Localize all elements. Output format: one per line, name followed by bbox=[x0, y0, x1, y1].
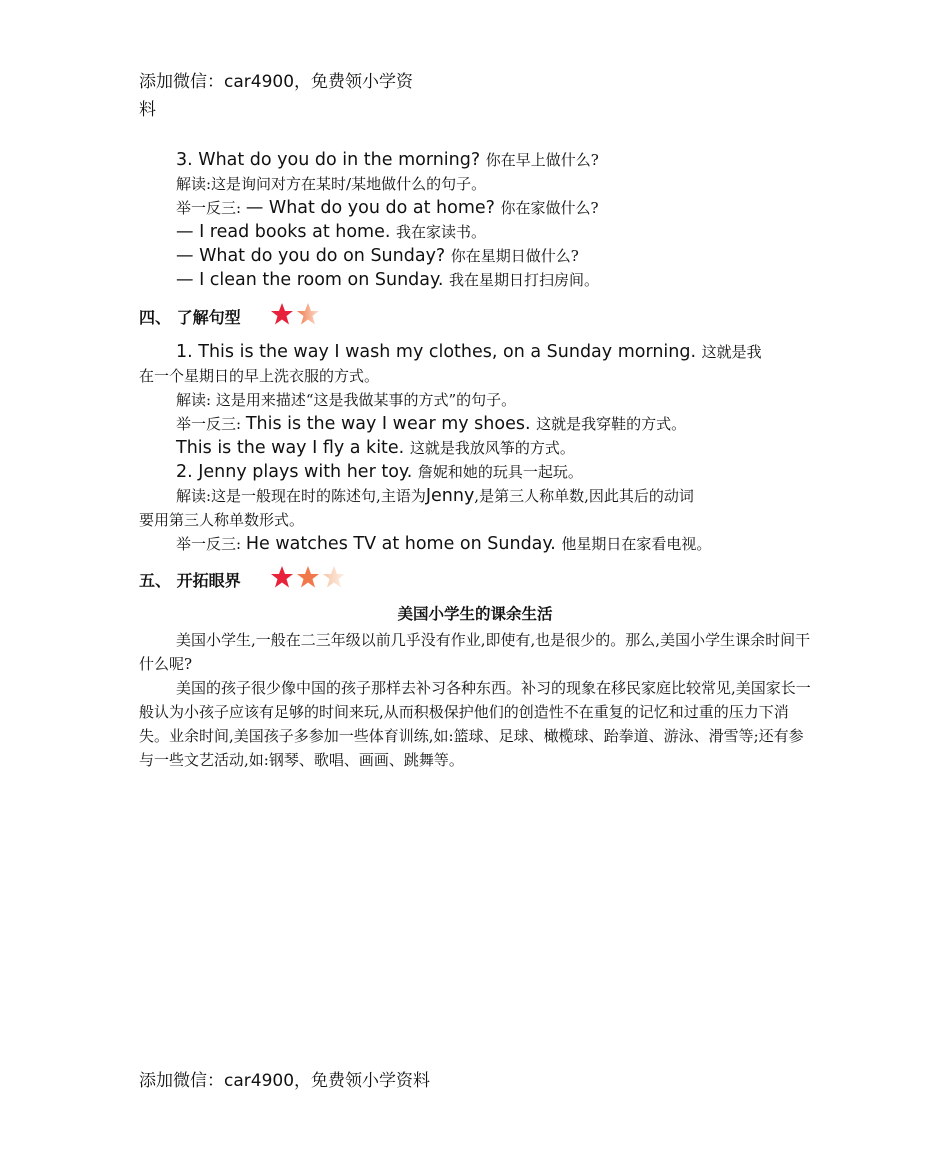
section4-example-3: 举一反三: He watches TV at home on Sunday. 他星期日在家看电视。 bbox=[176, 534, 712, 554]
section4-example-1: 举一反三: This is the way I wear my shoes. 这就是我穿鞋的方式。 bbox=[176, 414, 687, 434]
section3-explanation: 解读:这是询问对方在某时/某地做什么的句子。 bbox=[176, 175, 487, 193]
section3-example-2: — I read books at home. 我在家读书。 bbox=[176, 222, 486, 242]
article-paragraph-1: 美国小学生,一般在二三年级以前几乎没有作业,即使有,也是很少的。那么,美国小学生课余时间干什么呢? bbox=[139, 631, 811, 673]
section3-question: 3. What do you do in the morning? 你在早上做什么? bbox=[176, 150, 599, 170]
star-icon bbox=[270, 302, 294, 326]
section5-rating bbox=[270, 565, 348, 589]
section4-sentence-1: 1. This is the way I wash my clothes, on a Sunday morning. 这就是我 bbox=[176, 342, 762, 362]
section3-example-1: 举一反三: — What do you do at home? 你在家做什么? bbox=[176, 198, 599, 218]
section4-explanation-1: 解读: 这是用来描述“这是我做某事的方式”的句子。 bbox=[176, 391, 517, 409]
star-icon bbox=[270, 565, 294, 589]
star-icon bbox=[296, 565, 320, 589]
section5-heading: 五、 开拓眼界 bbox=[139, 571, 241, 590]
section4-explanation-2-cont: 要用第三人称单数形式。 bbox=[139, 511, 305, 529]
section4-heading: 四、 了解句型 bbox=[139, 308, 241, 327]
article-paragraph-2: 美国的孩子很少像中国的孩子那样去补习各种东西。补习的现象在移民家庭比较常见,美国家长一般认为小孩子应该有足够的时间来玩,从而积极保护他们的创造性不在重复的记忆和过重的压力下消失。业余时间,美国孩子多参加一些体育训练,如:篮球、足球、橄榄球、跆拳道、游泳、滑雪等;还有参与一些文艺活动,如:钢琴、歌唱、画画、跳舞等。 bbox=[139, 679, 811, 769]
star-half-icon bbox=[322, 565, 346, 589]
section4-explanation-2: 解读:这是一般现在时的陈述句,主语为Jenny,是第三人称单数,因此其后的动词 bbox=[176, 486, 694, 506]
header-line-1: 添加微信：car4900，免费领小学资 bbox=[139, 72, 414, 92]
footer-text: 添加微信：car4900，免费领小学资料 bbox=[139, 1071, 431, 1091]
section3-example-4: — I clean the room on Sunday. 我在星期日打扫房间。 bbox=[176, 270, 600, 290]
section4-sentence-2: 2. Jenny plays with her toy. 詹妮和她的玩具一起玩。 bbox=[176, 462, 583, 482]
section3-example-3: — What do you do on Sunday? 你在星期日做什么? bbox=[176, 246, 579, 266]
section4-rating bbox=[270, 302, 322, 326]
section4-sentence-1-cont: 在一个星期日的早上洗衣服的方式。 bbox=[139, 367, 380, 385]
article-title: 美国小学生的课余生活 bbox=[397, 605, 553, 623]
star-half-icon bbox=[296, 302, 320, 326]
header-line-2: 料 bbox=[139, 100, 156, 120]
section4-example-2: This is the way I fly a kite. 这就是我放风筝的方式。 bbox=[176, 438, 575, 458]
